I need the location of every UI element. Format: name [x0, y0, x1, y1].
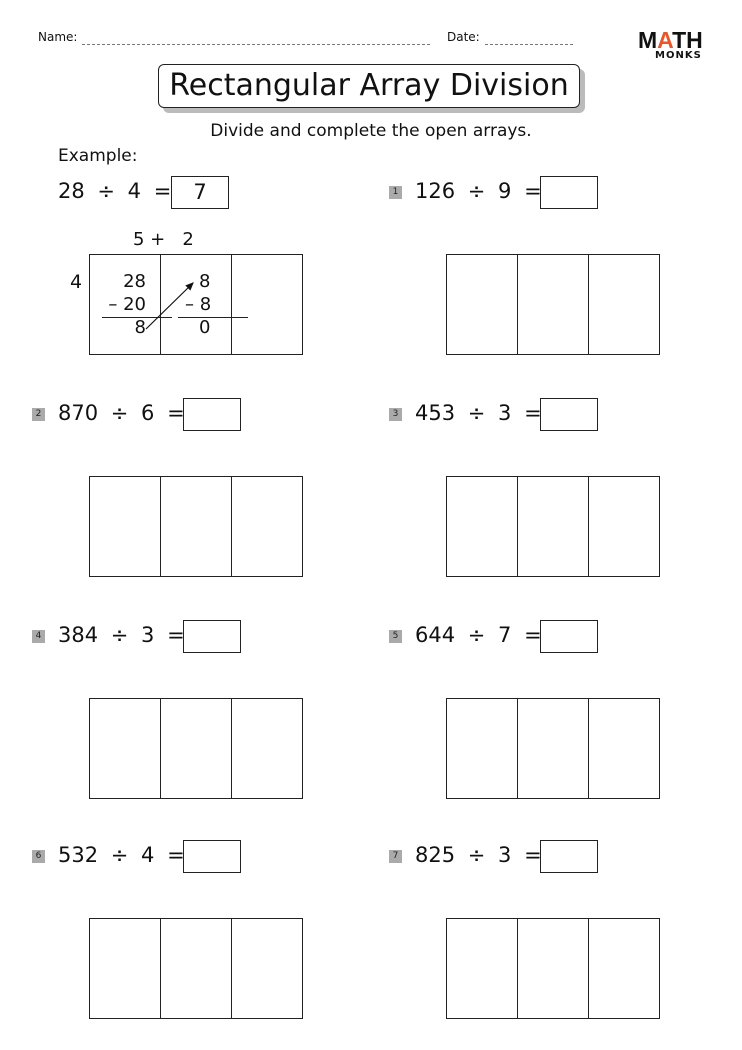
instructions: Divide and complete the open arrays.	[210, 121, 532, 141]
cell-subtract: – 8	[185, 294, 212, 315]
example-equation: 28 ÷ 4 =	[58, 179, 172, 203]
array-cell[interactable]	[232, 919, 302, 1018]
array-cell[interactable]	[161, 699, 232, 798]
array-cell[interactable]	[447, 477, 518, 576]
problem-number-badge: 5	[389, 630, 402, 643]
array-cell[interactable]	[518, 699, 589, 798]
open-array	[89, 698, 303, 799]
open-array	[89, 476, 303, 577]
array-cell[interactable]	[161, 477, 232, 576]
answer-box[interactable]	[183, 620, 241, 653]
example-label: Example:	[58, 146, 138, 166]
problem-number-badge: 4	[32, 630, 45, 643]
problem-equation: 532 ÷ 4 =	[58, 843, 185, 867]
answer-box[interactable]	[540, 620, 598, 653]
example-partial-quotients: 5 + 2	[133, 229, 194, 250]
problem-number-badge: 3	[389, 408, 402, 421]
array-cell[interactable]	[90, 477, 161, 576]
array-cell[interactable]	[589, 919, 659, 1018]
page-title: Rectangular Array Division	[158, 64, 580, 108]
open-array	[89, 918, 303, 1019]
array-cell[interactable]	[589, 255, 659, 354]
answer-box[interactable]	[183, 840, 241, 873]
problem-equation: 644 ÷ 7 =	[415, 623, 542, 647]
name-label: Name:	[38, 30, 78, 44]
problem-equation: 126 ÷ 9 =	[415, 179, 542, 203]
problem-equation: 825 ÷ 3 =	[415, 843, 542, 867]
open-array	[446, 918, 660, 1019]
problem-equation: 870 ÷ 6 =	[58, 401, 185, 425]
cell-remainder: 0	[199, 317, 211, 338]
example-answer-box: 7	[171, 176, 229, 209]
array-cell[interactable]	[447, 255, 518, 354]
problem-number-badge: 6	[32, 850, 45, 863]
cell-remainder: 8	[134, 317, 146, 338]
date-label: Date:	[447, 30, 480, 44]
array-cell[interactable]	[232, 699, 302, 798]
array-cell[interactable]	[518, 919, 589, 1018]
problem-number-badge: 2	[32, 408, 45, 421]
open-array	[446, 698, 660, 799]
logo-subtitle: MONKS	[655, 50, 702, 61]
problem-equation: 453 ÷ 3 =	[415, 401, 542, 425]
array-cell[interactable]	[161, 919, 232, 1018]
open-array	[446, 254, 660, 355]
cell-value: 28	[123, 271, 146, 292]
array-cell[interactable]	[589, 477, 659, 576]
array-cell[interactable]	[447, 919, 518, 1018]
answer-box[interactable]	[540, 176, 598, 209]
open-array	[446, 476, 660, 577]
array-cell[interactable]	[447, 699, 518, 798]
array-cell[interactable]	[90, 919, 161, 1018]
answer-box[interactable]	[540, 840, 598, 873]
answer-box[interactable]	[540, 398, 598, 431]
example-divisor-label: 4	[70, 271, 83, 293]
array-cell[interactable]	[518, 255, 589, 354]
cell-value: 8	[199, 271, 211, 292]
array-cell[interactable]	[589, 699, 659, 798]
problem-number-badge: 7	[389, 850, 402, 863]
problem-equation: 384 ÷ 3 =	[58, 623, 185, 647]
array-cell[interactable]	[232, 477, 302, 576]
logo: MATH	[638, 27, 703, 53]
cell-subtract: – 20	[108, 294, 146, 315]
answer-box[interactable]	[183, 398, 241, 431]
problem-number-badge: 1	[389, 186, 402, 199]
array-cell[interactable]	[90, 699, 161, 798]
array-cell[interactable]	[518, 477, 589, 576]
